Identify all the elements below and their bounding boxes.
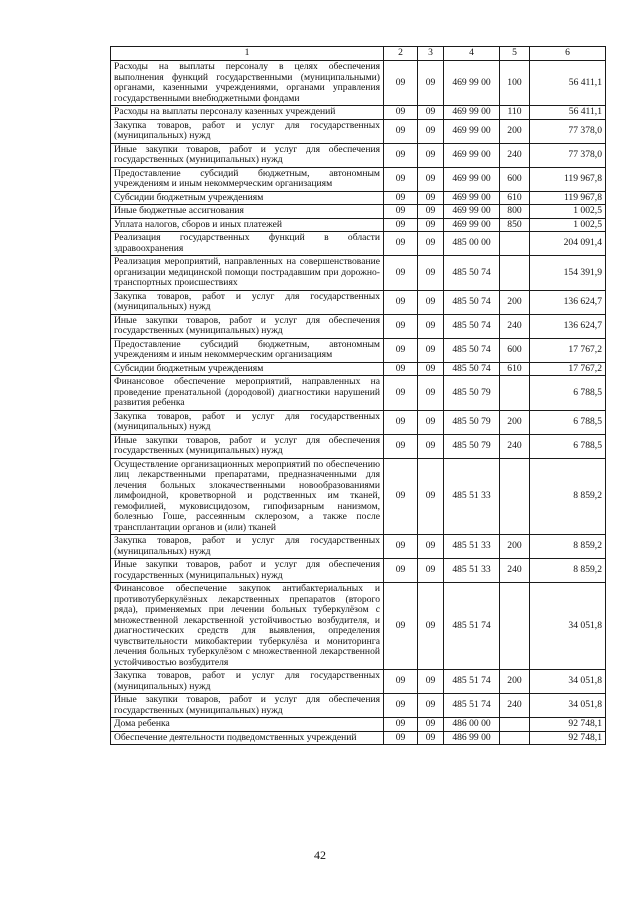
cell-expense-type: 240 <box>500 559 530 583</box>
table-row <box>111 670 606 694</box>
table-row <box>111 458 606 535</box>
cell-target-item: 485 50 74 <box>444 256 500 291</box>
cell-expense-type: 240 <box>500 314 530 338</box>
cell-amount: 6 788,5 <box>530 410 606 434</box>
cell-section: 09 <box>384 535 418 559</box>
table-row <box>111 314 606 338</box>
cell-target-item: 485 50 79 <box>444 376 500 411</box>
cell-target-item: 469 99 00 <box>444 205 500 219</box>
cell-name: Иные закупки товаров, работ и услуг для обеспечения государственных (муниципальных) нужд <box>111 694 384 718</box>
cell-amount: 119 967,8 <box>530 191 606 205</box>
cell-expense-type: 200 <box>500 119 530 143</box>
cell-subsection: 09 <box>418 256 444 291</box>
cell-amount: 77 378,0 <box>530 119 606 143</box>
col-header-amount: 6 <box>530 47 606 61</box>
cell-amount: 92 748,1 <box>530 731 606 745</box>
cell-subsection: 09 <box>418 232 444 256</box>
col-header-expense-type: 5 <box>500 47 530 61</box>
cell-subsection: 09 <box>418 670 444 694</box>
cell-name: Субсидии бюджетным учреждениям <box>111 191 384 205</box>
table-row <box>111 191 606 205</box>
cell-amount: 136 624,7 <box>530 290 606 314</box>
cell-target-item: 485 50 74 <box>444 314 500 338</box>
cell-expense-type <box>500 256 530 291</box>
cell-name: Финансовое обеспечение закупок антибактериальных и противотуберкулёзных лекарственных препаратов (второго ряда), применяемых при лечении больных туберкулёзом с множественной лекарственной устойчивостью возбудителя, и диагностических средств для выявления, определения чувствительности микобактерии туберкулёза и мониторинга лечения больных туберкулёзом с множественной лекарственной устойчивостью возбудителя <box>111 583 384 670</box>
cell-subsection: 09 <box>418 205 444 219</box>
cell-section: 09 <box>384 559 418 583</box>
cell-target-item: 485 51 74 <box>444 583 500 670</box>
cell-expense-type <box>500 731 530 745</box>
cell-section: 09 <box>384 143 418 167</box>
table-row <box>111 694 606 718</box>
table-row <box>111 106 606 120</box>
cell-section: 09 <box>384 694 418 718</box>
cell-name: Финансовое обеспечение мероприятий, направленных на проведение пренатальной (дородовой) диагностики нарушений развития ребенка <box>111 376 384 411</box>
cell-target-item: 485 51 33 <box>444 458 500 535</box>
cell-expense-type: 110 <box>500 106 530 120</box>
cell-amount: 204 091,4 <box>530 232 606 256</box>
cell-target-item: 485 51 33 <box>444 535 500 559</box>
cell-name: Закупка товаров, работ и услуг для государственных (муниципальных) нужд <box>111 670 384 694</box>
cell-expense-type <box>500 232 530 256</box>
cell-name: Иные закупки товаров, работ и услуг для обеспечения государственных (муниципальных) нужд <box>111 143 384 167</box>
cell-section: 09 <box>384 290 418 314</box>
cell-subsection: 09 <box>418 731 444 745</box>
table-row <box>111 338 606 362</box>
cell-section: 09 <box>384 410 418 434</box>
cell-amount: 1 002,5 <box>530 205 606 219</box>
cell-subsection: 09 <box>418 362 444 376</box>
table-row <box>111 535 606 559</box>
cell-target-item: 469 99 00 <box>444 218 500 232</box>
cell-name: Реализация государственных функций в области здравоохранения <box>111 232 384 256</box>
table-row <box>111 119 606 143</box>
cell-subsection: 09 <box>418 167 444 191</box>
table-body <box>111 61 606 745</box>
cell-name: Закупка товаров, работ и услуг для государственных (муниципальных) нужд <box>111 119 384 143</box>
cell-target-item: 485 50 74 <box>444 338 500 362</box>
table-row <box>111 290 606 314</box>
cell-target-item: 486 00 00 <box>444 718 500 732</box>
cell-expense-type: 240 <box>500 434 530 458</box>
col-header-name: 1 <box>111 47 384 61</box>
cell-subsection: 09 <box>418 458 444 535</box>
cell-amount: 92 748,1 <box>530 718 606 732</box>
cell-target-item: 486 99 00 <box>444 731 500 745</box>
col-header-section: 2 <box>384 47 418 61</box>
cell-subsection: 09 <box>418 535 444 559</box>
cell-section: 09 <box>384 731 418 745</box>
cell-target-item: 485 50 79 <box>444 434 500 458</box>
cell-section: 09 <box>384 458 418 535</box>
cell-name: Расходы на выплаты персоналу в целях обеспечения выполнения функций государственными (муниципальными) органами, казенными учреждениями, органами управления государственными внебюджетными фондами <box>111 61 384 106</box>
cell-expense-type: 240 <box>500 143 530 167</box>
cell-amount: 56 411,1 <box>530 61 606 106</box>
cell-expense-type: 200 <box>500 535 530 559</box>
cell-subsection: 09 <box>418 434 444 458</box>
cell-subsection: 09 <box>418 694 444 718</box>
cell-name: Иные закупки товаров, работ и услуг для обеспечения государственных (муниципальных) нужд <box>111 559 384 583</box>
cell-name: Предоставление субсидий бюджетным, автономным учреждениям и иным некоммерческим организациям <box>111 338 384 362</box>
cell-name: Закупка товаров, работ и услуг для государственных (муниципальных) нужд <box>111 290 384 314</box>
cell-section: 09 <box>384 119 418 143</box>
cell-target-item: 485 50 74 <box>444 362 500 376</box>
cell-name: Обеспечение деятельности подведомственных учреждений <box>111 731 384 745</box>
cell-expense-type: 240 <box>500 694 530 718</box>
cell-expense-type: 100 <box>500 61 530 106</box>
cell-target-item: 469 99 00 <box>444 119 500 143</box>
cell-expense-type: 200 <box>500 290 530 314</box>
cell-subsection: 09 <box>418 143 444 167</box>
cell-amount: 1 002,5 <box>530 218 606 232</box>
cell-name: Реализация мероприятий, направленных на совершенствование организации медицинской помощи пострадавшим при дорожно-транспортных происшествиях <box>111 256 384 291</box>
table-row <box>111 232 606 256</box>
cell-amount: 154 391,9 <box>530 256 606 291</box>
cell-target-item: 485 51 33 <box>444 559 500 583</box>
cell-target-item: 469 99 00 <box>444 167 500 191</box>
cell-target-item: 485 51 74 <box>444 694 500 718</box>
cell-expense-type <box>500 458 530 535</box>
cell-name: Расходы на выплаты персоналу казенных учреждений <box>111 106 384 120</box>
cell-target-item: 469 99 00 <box>444 106 500 120</box>
cell-target-item: 469 99 00 <box>444 61 500 106</box>
cell-section: 09 <box>384 362 418 376</box>
cell-subsection: 09 <box>418 718 444 732</box>
cell-amount: 6 788,5 <box>530 434 606 458</box>
cell-target-item: 485 50 74 <box>444 290 500 314</box>
cell-amount: 119 967,8 <box>530 167 606 191</box>
cell-name: Иные закупки товаров, работ и услуг для обеспечения государственных (муниципальных) нужд <box>111 434 384 458</box>
cell-amount: 8 859,2 <box>530 458 606 535</box>
cell-subsection: 09 <box>418 410 444 434</box>
table-header <box>111 47 606 61</box>
cell-expense-type: 200 <box>500 410 530 434</box>
cell-amount: 6 788,5 <box>530 376 606 411</box>
cell-amount: 17 767,2 <box>530 338 606 362</box>
cell-amount: 34 051,8 <box>530 694 606 718</box>
table-row <box>111 410 606 434</box>
cell-subsection: 09 <box>418 314 444 338</box>
cell-subsection: 09 <box>418 338 444 362</box>
cell-target-item: 469 99 00 <box>444 191 500 205</box>
cell-expense-type: 850 <box>500 218 530 232</box>
table-row <box>111 583 606 670</box>
cell-amount: 8 859,2 <box>530 535 606 559</box>
cell-name: Закупка товаров, работ и услуг для государственных (муниципальных) нужд <box>111 535 384 559</box>
cell-section: 09 <box>384 718 418 732</box>
cell-target-item: 485 51 74 <box>444 670 500 694</box>
cell-section: 09 <box>384 218 418 232</box>
cell-subsection: 09 <box>418 376 444 411</box>
table-row <box>111 218 606 232</box>
cell-expense-type: 200 <box>500 670 530 694</box>
cell-name: Осуществление организационных мероприятий по обеспечению лиц лекарственными препаратами, предназначенными для лечения больных злокачественными новообразованиями лимфоидной, кроветворной и родственных им тканей, гемофилией, муковисцидозом, гипофизарным нанизмом, болезнью Гоше, рассеянным склерозом, а также после трансплантации органов и (или) тканей <box>111 458 384 535</box>
table-row <box>111 731 606 745</box>
cell-expense-type <box>500 718 530 732</box>
cell-section: 09 <box>384 106 418 120</box>
cell-amount: 136 624,7 <box>530 314 606 338</box>
cell-section: 09 <box>384 205 418 219</box>
cell-section: 09 <box>384 314 418 338</box>
cell-name: Субсидии бюджетным учреждениям <box>111 362 384 376</box>
cell-section: 09 <box>384 434 418 458</box>
table-row <box>111 167 606 191</box>
budget-table <box>110 46 606 745</box>
cell-amount: 77 378,0 <box>530 143 606 167</box>
table-row <box>111 256 606 291</box>
cell-amount: 56 411,1 <box>530 106 606 120</box>
cell-name: Уплата налогов, сборов и иных платежей <box>111 218 384 232</box>
cell-expense-type: 610 <box>500 191 530 205</box>
cell-amount: 34 051,8 <box>530 583 606 670</box>
cell-section: 09 <box>384 191 418 205</box>
cell-name: Дома ребенка <box>111 718 384 732</box>
cell-name: Иные закупки товаров, работ и услуг для обеспечения государственных (муниципальных) нужд <box>111 314 384 338</box>
cell-subsection: 09 <box>418 119 444 143</box>
table-row <box>111 205 606 219</box>
col-header-subsection: 3 <box>418 47 444 61</box>
cell-section: 09 <box>384 167 418 191</box>
cell-name: Закупка товаров, работ и услуг для государственных (муниципальных) нужд <box>111 410 384 434</box>
cell-subsection: 09 <box>418 191 444 205</box>
page-number: 42 <box>314 848 326 862</box>
table-row <box>111 434 606 458</box>
cell-target-item: 485 50 79 <box>444 410 500 434</box>
cell-section: 09 <box>384 61 418 106</box>
cell-subsection: 09 <box>418 106 444 120</box>
cell-expense-type: 610 <box>500 362 530 376</box>
table-row <box>111 143 606 167</box>
cell-amount: 34 051,8 <box>530 670 606 694</box>
cell-name: Иные бюджетные ассигнования <box>111 205 384 219</box>
cell-target-item: 469 99 00 <box>444 143 500 167</box>
cell-section: 09 <box>384 338 418 362</box>
cell-expense-type: 800 <box>500 205 530 219</box>
cell-expense-type <box>500 583 530 670</box>
cell-section: 09 <box>384 256 418 291</box>
cell-subsection: 09 <box>418 583 444 670</box>
table-row <box>111 61 606 106</box>
table-row <box>111 559 606 583</box>
cell-name: Предоставление субсидий бюджетным, автономным учреждениям и иным некоммерческим организациям <box>111 167 384 191</box>
cell-expense-type <box>500 376 530 411</box>
cell-section: 09 <box>384 583 418 670</box>
cell-expense-type: 600 <box>500 167 530 191</box>
cell-target-item: 485 00 00 <box>444 232 500 256</box>
cell-subsection: 09 <box>418 61 444 106</box>
cell-section: 09 <box>384 376 418 411</box>
table-row <box>111 362 606 376</box>
cell-amount: 8 859,2 <box>530 559 606 583</box>
table-row <box>111 376 606 411</box>
table-row <box>111 718 606 732</box>
header-row <box>111 47 606 61</box>
cell-subsection: 09 <box>418 290 444 314</box>
cell-amount: 17 767,2 <box>530 362 606 376</box>
cell-expense-type: 600 <box>500 338 530 362</box>
cell-section: 09 <box>384 670 418 694</box>
col-header-target-item: 4 <box>444 47 500 61</box>
cell-subsection: 09 <box>418 559 444 583</box>
cell-subsection: 09 <box>418 218 444 232</box>
cell-section: 09 <box>384 232 418 256</box>
